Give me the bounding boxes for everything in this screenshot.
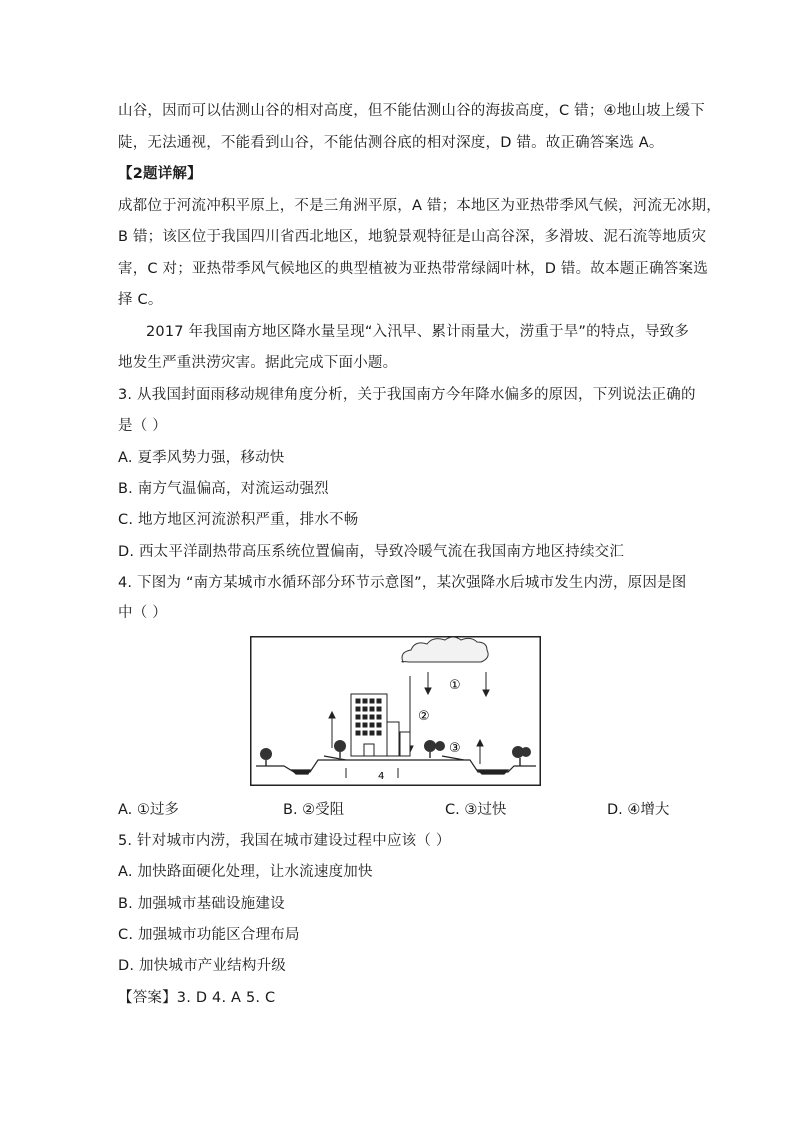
question-5: 5. 针对城市内涝，我国在城市建设过程中应该（ ）	[118, 833, 451, 849]
question-4-blank: 中（ ）	[118, 605, 167, 621]
label-1: ①	[449, 678, 461, 693]
paragraph-line: 山谷，因而可以估测山谷的相对高度，但不能估测山谷的海拔高度，C 错；④地山坡上缓下	[118, 103, 705, 119]
q4-option-c: C. ③过快	[445, 802, 507, 818]
paragraph-line: 择 C。	[118, 292, 163, 308]
option-d: D. 西太平洋副热带高压系统位置偏南，导致冷暖气流在我国南方地区持续交汇	[118, 544, 625, 560]
paragraph-line: 地发生严重洪涝灾害。据此完成下面小题。	[118, 355, 398, 371]
q5-option-b: B. 加强城市基础设施建设	[118, 896, 285, 912]
q5-option-c: C. 加强城市功能区合理布局	[118, 927, 300, 943]
paragraph-line: 陡，无法通视，不能看到山谷，不能估测谷底的相对深度，D 错。故正确答案选 A。	[118, 135, 664, 151]
answer-line: 【答案】3. D 4. A 5. C	[118, 990, 276, 1006]
section-heading: 【2题详解】	[118, 166, 202, 182]
paragraph-line: 成都位于河流冲积平原上，不是三角洲平原，A 错；本地区为亚热带季风气候，河流无冰期，	[118, 198, 721, 214]
question-3-blank: 是（ ）	[118, 418, 167, 434]
q5-option-d: D. 加快城市产业结构升级	[118, 958, 286, 974]
q4-option-b: B. ②受阻	[283, 802, 345, 818]
water-cycle-diagram	[250, 636, 541, 786]
label-3: ③	[449, 741, 461, 756]
question-3: 3. 从我国封面雨移动规律角度分析，关于我国南方今年降水偏多的原因，下列说法正确的	[118, 387, 696, 403]
option-a: A. 夏季风势力强，移动快	[118, 450, 285, 466]
paragraph-line: 2017 年我国南方地区降水量呈现“入汛早、累计雨量大，涝重于旱”的特点，导致多	[146, 324, 690, 340]
option-c: C. 地方地区河流淤积严重，排水不畅	[118, 512, 359, 528]
question-4: 4. 下图为 “南方某城市水循环部分环节示意图”，某次强降水后城市发生内涝，原因是图	[118, 575, 687, 591]
paragraph-line: 害，C 对；亚热带季风气候地区的典型植被为亚热带常绿阔叶林，D 错。故本题正确答案选	[118, 261, 708, 277]
paragraph-line: B 错；该区位于我国四川省西北地区，地貌景观特征是山高谷深，多滑坡、泥石流等地质灾	[118, 229, 707, 245]
q5-option-a: A. 加快路面硬化处理，让水流速度加快	[118, 864, 373, 880]
label-4: 4	[378, 771, 385, 782]
diagram-frame	[251, 637, 541, 786]
q4-option-d: D. ④增大	[607, 802, 670, 818]
option-b: B. 南方气温偏高，对流运动强烈	[118, 481, 329, 497]
label-2: ②	[418, 709, 430, 724]
q4-option-a: A. ①过多	[118, 802, 179, 818]
